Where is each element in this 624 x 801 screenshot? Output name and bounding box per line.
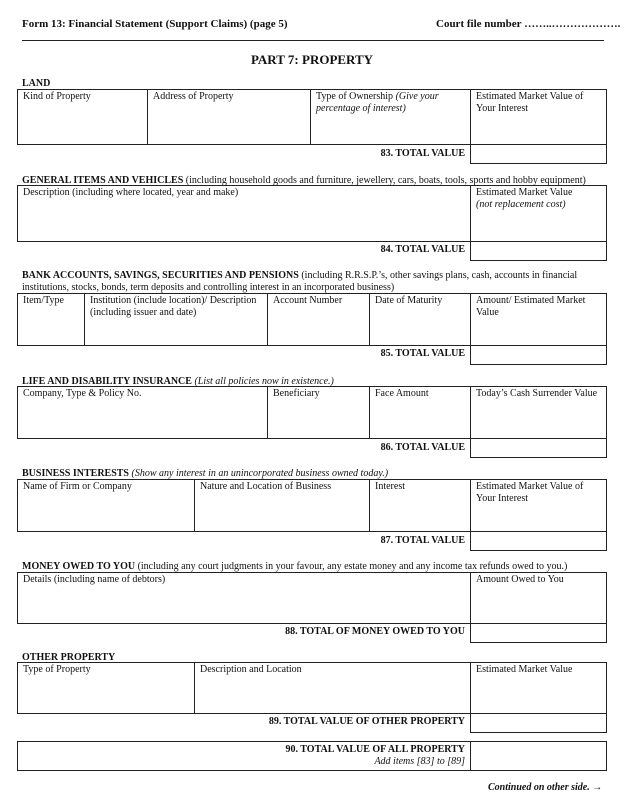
bank-total-label: 85. TOTAL VALUE	[380, 348, 465, 359]
business-col-nature[interactable]: Nature and Location of Business	[195, 480, 370, 532]
general-col-description[interactable]: Description (including where located, year and make)	[18, 186, 471, 242]
bank-col-maturity[interactable]: Date of Maturity	[370, 294, 471, 346]
bank-table	[17, 293, 607, 346]
general-total-field[interactable]	[470, 241, 607, 261]
insurance-col-surrender-value[interactable]: Today’s Cash Surrender Value	[471, 387, 607, 439]
business-total-field[interactable]	[470, 531, 607, 551]
general-table	[17, 185, 607, 242]
land-table	[17, 89, 607, 145]
business-col-firm[interactable]: Name of Firm or Company	[18, 480, 195, 532]
insurance-col-beneficiary[interactable]: Beneficiary	[268, 387, 370, 439]
business-total-label: 87. TOTAL VALUE	[380, 535, 465, 546]
part-title: PART 7: PROPERTY	[250, 52, 374, 67]
other-col-type[interactable]: Type of Property	[18, 663, 195, 714]
form-title: Form 13: Financial Statement (Support Claims) (page 5)	[22, 18, 288, 30]
money-total-label: 88. TOTAL OF MONEY OWED TO YOU	[285, 626, 465, 637]
business-heading: BUSINESS INTERESTS (Show any interest in an unincorporated business owned today.)	[22, 468, 389, 479]
insurance-total-field[interactable]	[470, 438, 607, 458]
other-total-field[interactable]	[470, 713, 607, 733]
bank-heading: BANK ACCOUNTS, SAVINGS, SECURITIES AND PENSIONS (including R.R.S.P.’s, other savings plans, cash, accounts in financial institutions, stocks, bonds, term deposits and controlling interest in an incorporated business)	[22, 270, 578, 293]
insurance-col-face-amount[interactable]: Face Amount	[370, 387, 471, 439]
land-total-label: 83. TOTAL VALUE	[380, 148, 465, 159]
general-col-value[interactable]: Estimated Market Value (not replacement cost)	[471, 186, 607, 242]
court-file-number: Court file number ……..……………….	[436, 18, 621, 30]
grand-total-label: 90. TOTAL VALUE OF ALL PROPERTY	[285, 744, 465, 755]
bank-total-field[interactable]	[470, 345, 607, 365]
land-col-kind[interactable]: Kind of Property	[18, 90, 148, 145]
money-heading: MONEY OWED TO YOU (including any court judgments in your favour, any estate money and any income tax refunds owed to you.)	[22, 561, 568, 572]
bank-col-account[interactable]: Account Number	[268, 294, 370, 346]
other-col-description[interactable]: Description and Location	[195, 663, 471, 714]
insurance-heading: LIFE AND DISABILITY INSURANCE (List all policies now in existence.)	[22, 376, 334, 387]
other-table	[17, 662, 607, 714]
money-total-field[interactable]	[470, 623, 607, 643]
insurance-col-company[interactable]: Company, Type & Policy No.	[18, 387, 268, 439]
money-table	[17, 572, 607, 624]
land-col-address[interactable]: Address of Property	[148, 90, 311, 145]
insurance-total-label: 86. TOTAL VALUE	[380, 442, 465, 453]
bank-col-amount[interactable]: Amount/ Estimated Market Value	[471, 294, 607, 346]
other-total-label: 89. TOTAL VALUE OF OTHER PROPERTY	[268, 716, 465, 727]
business-col-value[interactable]: Estimated Market Value of Your Interest	[471, 480, 607, 532]
header-rule	[22, 40, 604, 41]
continued-note: Continued on other side. →	[488, 782, 603, 793]
other-col-value[interactable]: Estimated Market Value	[471, 663, 607, 714]
other-heading: OTHER PROPERTY	[22, 652, 116, 663]
insurance-table	[17, 386, 607, 439]
money-col-details[interactable]: Details (including name of debtors)	[18, 573, 471, 624]
grand-total-field[interactable]	[470, 741, 607, 771]
land-col-value[interactable]: Estimated Market Value of Your Interest	[471, 90, 607, 145]
business-table	[17, 479, 607, 532]
money-col-amount[interactable]: Amount Owed to You	[471, 573, 607, 624]
land-heading: LAND	[22, 78, 51, 89]
bank-col-institution[interactable]: Institution (include location)/ Description (including issuer and date)	[85, 294, 268, 346]
general-heading: GENERAL ITEMS AND VEHICLES (including household goods and furniture, jewellery, cars, boats, tools, sports and hobby equipment)	[22, 175, 586, 186]
general-total-label: 84. TOTAL VALUE	[380, 244, 465, 255]
land-total-field[interactable]	[470, 144, 607, 164]
land-col-ownership[interactable]: Type of Ownership (Give your percentage of interest)	[311, 90, 471, 145]
business-col-interest[interactable]: Interest	[370, 480, 471, 532]
bank-col-type[interactable]: Item/Type	[18, 294, 85, 346]
grand-total-note: Add items [83] to [89]	[374, 756, 465, 767]
